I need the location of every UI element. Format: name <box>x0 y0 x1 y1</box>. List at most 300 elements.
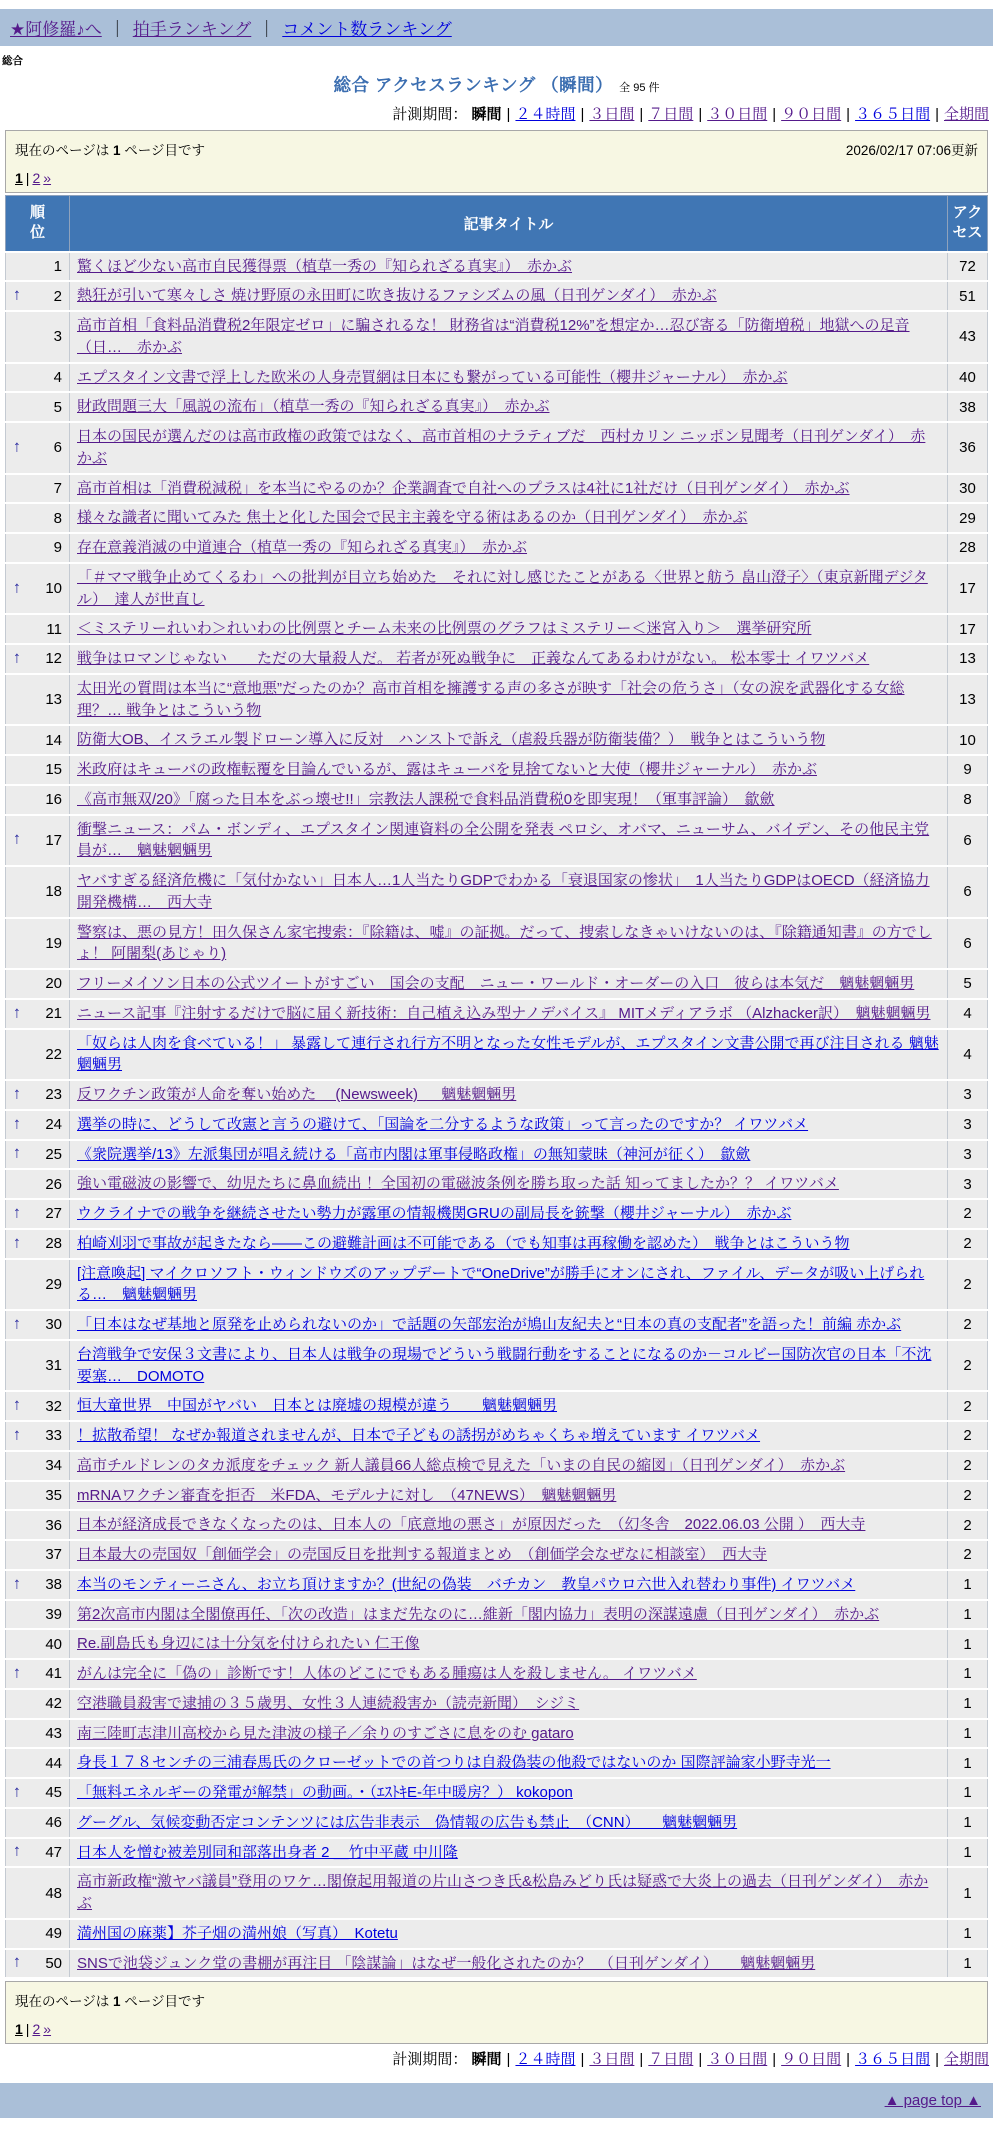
title-cell <box>70 866 948 918</box>
article-link[interactable]: 戦争はロマンじゃない ただの大量殺人だ。 若者が死ぬ戦争に 正義なんてあるわけがない。 松本零士 イワツバメ <box>77 650 870 667</box>
article-link[interactable]: 存在意義消滅の中道連合（植草一秀の『知られざる真実』） 赤かぶ <box>77 539 528 556</box>
rank-number: 47 <box>45 1843 62 1861</box>
rank-cell <box>6 1570 70 1600</box>
period-separator: | <box>639 106 644 123</box>
table-row <box>6 1838 988 1868</box>
rank-number: 7 <box>53 479 62 497</box>
table-row <box>6 281 988 311</box>
rank-up-icon: ↑ <box>13 1204 21 1222</box>
rank-number: 9 <box>53 539 62 557</box>
rank-cell <box>6 755 70 785</box>
rank-cell <box>6 1481 70 1511</box>
period-link[interactable]: ２４時間 <box>515 106 576 123</box>
rank-number: 11 <box>46 620 62 638</box>
rank-cell <box>6 614 70 644</box>
access-count: 6 <box>948 918 988 970</box>
article-link[interactable]: 第2次高市内閣は全閣僚再任、「次の改造」はまだ先なのに…維新「閣内協力」表明の深謀遠慮（日刊ゲンダイ） 赤かぶ <box>77 1605 880 1623</box>
access-count: 38 <box>948 392 988 422</box>
rank-cell <box>6 1140 70 1170</box>
period-link[interactable]: ９０日間 <box>781 2051 842 2069</box>
title-cell <box>70 503 948 533</box>
access-count: 10 <box>948 725 988 755</box>
period-link[interactable]: 全期間 <box>943 2051 989 2069</box>
title-cell <box>70 1748 948 1778</box>
title-cell <box>70 644 948 674</box>
access-count: 1 <box>948 1808 988 1838</box>
title-cell <box>70 969 948 999</box>
rank-number: 5 <box>53 398 62 416</box>
access-count: 72 <box>948 252 988 282</box>
access-count: 9 <box>948 755 988 785</box>
site-nav-link[interactable]: コメント数ランキング <box>282 20 452 39</box>
table-row <box>6 533 988 563</box>
page-top-link[interactable]: ▲ page top ▲ <box>884 2092 981 2110</box>
title-cell <box>70 1659 948 1689</box>
access-count: 1 <box>948 1659 988 1689</box>
title-cell <box>70 815 948 867</box>
rank-number: 14 <box>45 731 62 749</box>
rank-number: 36 <box>45 1516 62 1534</box>
title-cell <box>70 1570 948 1600</box>
period-link[interactable]: ３０日間 <box>707 106 768 123</box>
title-cell <box>70 281 948 311</box>
access-count: 17 <box>948 614 988 644</box>
period-nav-label: 計測期間： <box>392 106 468 123</box>
article-link[interactable]: Re.副島氏も身辺には十分気を付けられたい 仁王像 <box>77 1635 420 1653</box>
rank-up-icon: ↑ <box>13 1426 21 1444</box>
access-count: 29 <box>948 503 988 533</box>
table-row <box>6 1510 988 1540</box>
period-separator: | <box>846 2051 851 2069</box>
rank-cell <box>6 563 70 615</box>
table-row <box>6 1719 988 1749</box>
rank-up-icon: ↑ <box>13 286 21 304</box>
article-link[interactable]: 警察は、悪の見方！田久保さん家宅捜索：『除籍は、嘘』の証拠。だって、捜索しなきゃいけないのは、『除籍通知書』の方でしょ！ 阿闍梨(あじゃり) <box>77 923 932 963</box>
access-count: 3 <box>948 1110 988 1140</box>
access-count: 1 <box>948 1570 988 1600</box>
access-count: 28 <box>948 533 988 563</box>
rank-number: 32 <box>45 1397 62 1415</box>
col-header-rank: 順位 <box>6 196 70 252</box>
access-count: 3 <box>948 1169 988 1199</box>
page-links <box>15 170 978 186</box>
access-count: 13 <box>948 674 988 726</box>
period-link[interactable]: ３０日間 <box>707 2051 768 2069</box>
rank-number: 43 <box>45 1724 62 1742</box>
article-link[interactable]: ウクライナでの戦争を継続させたい勢力が露軍の情報機関GRUの副局長を銃撃（櫻井ジャーナル） 赤かぶ <box>77 1205 792 1222</box>
rank-cell <box>6 252 70 282</box>
period-link[interactable]: ３日間 <box>589 2051 635 2069</box>
table-row <box>6 1481 988 1511</box>
article-link[interactable]: 高市チルドレンのタカ派度をチェック 新人議員66人総点検で見えた「いまの自民の縮図」（日刊ゲンダイ） 赤かぶ <box>77 1456 846 1474</box>
rank-cell <box>6 969 70 999</box>
rank-cell <box>6 1659 70 1689</box>
article-link[interactable]: 反ワクチン政策が人命を奪い始めた (Newsweek) 魑魅魍魎男 <box>77 1086 517 1103</box>
rank-cell <box>6 1510 70 1540</box>
article-link[interactable]: 財政問題三大「風説の流布」（植草一秀の『知られざる真実』） 赤かぶ <box>77 398 550 416</box>
title-cell <box>70 1778 948 1808</box>
article-link[interactable]: 満州国の麻薬】芥子畑の満州娘（写真） Kotetu <box>77 1924 398 1942</box>
article-link[interactable]: フリーメイソン日本の公式ツイートがすごい 国会の支配 ニュー・ワールド・オーダーの入口 彼らは本気だ 魑魅魍魎男 <box>77 975 915 992</box>
rank-up-icon: ↑ <box>13 1315 21 1333</box>
title-cell <box>70 1229 948 1259</box>
current-page-number: 1 <box>113 143 121 158</box>
title-cell <box>70 1719 948 1749</box>
rank-cell <box>6 503 70 533</box>
rank-cell <box>6 1391 70 1421</box>
rank-up-icon: ↑ <box>13 1783 21 1801</box>
access-count: 2 <box>948 1340 988 1392</box>
rank-number: 8 <box>53 509 62 527</box>
period-link[interactable]: ９０日間 <box>781 106 842 123</box>
rank-cell <box>6 1340 70 1392</box>
period-link[interactable]: ３６５日間 <box>855 106 931 123</box>
article-link[interactable]: SNSで池袋ジュンク堂の書棚が再注目 「陰謀論」はなぜ一般化されたのか？ （日刊ゲンダイ） 魑魅魍魎男 <box>77 1954 816 1972</box>
rank-up-icon: ↑ <box>13 1575 21 1593</box>
article-link[interactable]: 日本人を憎む被差別同和部落出身者 2 ＿竹中平蔵 中川隆 <box>77 1843 458 1861</box>
article-link[interactable]: mRNAワクチン審査を拒否 米FDA、モデルナに対し （47NEWS） 魑魅魍魎男 <box>77 1486 617 1504</box>
title-cell <box>70 1169 948 1199</box>
period-separator: | <box>846 106 851 123</box>
article-link[interactable]: [注意喚起] マイクロソフト・ウィンドウズのアップデートで“OneDrive”が勝手にオンにされ、ファイル、データが吸い上げられる… 魑魅魍魎男 <box>77 1264 925 1304</box>
access-count: 1 <box>948 1919 988 1949</box>
period-link[interactable]: ３６５日間 <box>855 2051 931 2069</box>
table-row <box>6 474 988 504</box>
article-link[interactable]: ニュース記事『注射するだけで脳に届く新技術：自己植え込み型ナノデバイス』 MITメディアラボ （Alzhacker訳） 魑魅魍魎男 <box>77 1004 931 1022</box>
access-count: 1 <box>948 1689 988 1719</box>
article-link[interactable]: ＜ミステリーれいわ＞れいわの比例票とチーム未来の比例票のグラフはミステリー＜迷宮入り＞ 選挙研究所 <box>77 620 812 638</box>
title-cell <box>70 474 948 504</box>
access-count: 1 <box>948 1949 988 1979</box>
rank-number: 40 <box>45 1635 62 1653</box>
table-row <box>6 1570 988 1600</box>
category-label: 総合 <box>2 55 23 67</box>
table-row <box>6 725 988 755</box>
period-current: 瞬間 <box>471 2051 502 2069</box>
article-link[interactable]: 台湾戦争で安保３文書により、日本人は戦争の現場でどういう戦闘行動をすることになるのか－コルビー国防次官の日本「不沈要塞… DOMOTO <box>77 1345 932 1385</box>
rank-cell <box>6 1778 70 1808</box>
table-row <box>6 392 988 422</box>
page-link[interactable]: 2 <box>32 2021 41 2038</box>
access-count: 3 <box>948 1080 988 1110</box>
period-link[interactable]: ７日間 <box>648 106 694 123</box>
access-count: 1 <box>948 1629 988 1659</box>
page-header <box>0 72 993 97</box>
rank-cell <box>6 1838 70 1868</box>
access-count: 2 <box>948 1259 988 1311</box>
pagination-box-bottom <box>5 1981 988 2044</box>
article-link[interactable]: 《高市無双/20》「腐った日本をぶっ壊せ!!」宗教法人課税で食料品消費税0を即実現！（軍事評論） 歙歛 <box>77 790 775 808</box>
article-link[interactable]: 空港職員殺害で逮捕の３５歳男、女性３人連続殺害か（読売新聞） シジミ <box>77 1694 580 1712</box>
rank-up-icon: ↑ <box>13 830 21 848</box>
site-nav-link[interactable]: ★阿修羅♪へ <box>10 20 102 39</box>
article-link[interactable]: 「奴らは人肉を食べている！」 暴露して連行され行方不明となった女性モデルが、エプスタイン文書公開で再び注目される 魑魅魍魎男 <box>77 1034 939 1074</box>
access-count: 2 <box>948 1199 988 1229</box>
nav-separator: ｜ <box>108 20 126 39</box>
article-link[interactable]: エプスタイン文書で浮上した欧米の人身売買網は日本にも繋がっている可能性（櫻井ジャーナル） 赤かぶ <box>77 368 788 386</box>
period-separator: | <box>772 2051 777 2069</box>
page-links <box>15 2021 978 2037</box>
period-nav-label: 計測期間： <box>392 2051 468 2069</box>
table-row <box>6 1451 988 1481</box>
rank-up-icon: ↑ <box>13 438 21 456</box>
article-link[interactable]: がんは完全に「偽の」診断です！人体のどこにでもある腫瘍は人を殺しません。 イワツバメ <box>77 1665 697 1682</box>
table-row <box>6 1748 988 1778</box>
table-row <box>6 311 988 363</box>
period-separator: | <box>772 106 777 123</box>
article-link[interactable]: 衝撃ニュース：パム・ボンディ、エプスタイン関連資料の全公開を発表 ペロシ、オバマ、ニューサム、バイデン、その他民主党員が… 魑魅魍魎男 <box>77 820 930 860</box>
current-page-text: 現在のページは 1 ページ目です <box>15 1994 206 2010</box>
rank-number: 24 <box>45 1116 62 1134</box>
article-link[interactable]: 「無料エネルギーの発電が解禁」の動画。・（ｴｽﾄｷE-年中暖房？） kokopon <box>77 1784 573 1801</box>
rank-number: 10 <box>45 580 62 597</box>
rank-cell <box>6 674 70 726</box>
title-cell <box>70 1340 948 1392</box>
rank-number: 30 <box>45 1316 62 1334</box>
period-link[interactable]: ３日間 <box>589 106 635 123</box>
access-count: 13 <box>948 644 988 674</box>
table-row <box>6 252 988 282</box>
rank-number: 45 <box>45 1784 62 1802</box>
title-cell <box>70 1600 948 1630</box>
period-separator: | <box>935 2051 939 2069</box>
period-link[interactable]: ２４時間 <box>515 2051 576 2069</box>
period-link[interactable]: 全期間 <box>943 106 989 123</box>
table-row <box>6 1310 988 1340</box>
access-count: 3 <box>948 1140 988 1170</box>
rank-cell <box>6 422 70 474</box>
period-separator: | <box>639 2051 644 2069</box>
title-cell <box>70 422 948 474</box>
access-count: 2 <box>948 1229 988 1259</box>
page-link-current[interactable]: 1 <box>15 2021 23 2038</box>
article-link[interactable]: 本当のモンティーニさん、お立ち頂けますか？(世紀の偽装 バチカン 教皇パウロ六世入れ替わり事件) イワツバメ <box>77 1575 856 1593</box>
rank-number: 49 <box>45 1925 62 1943</box>
period-separator: | <box>935 106 939 123</box>
access-count: 6 <box>948 815 988 867</box>
rank-up-icon: ↑ <box>13 1396 21 1414</box>
rank-cell <box>6 1080 70 1110</box>
rank-up-icon: ↑ <box>13 1954 21 1972</box>
access-count: 2 <box>948 1540 988 1570</box>
article-link[interactable]: 防衛大OB、イスラエル製ドローン導入に反対 ハンストで訴え（虐殺兵器が防衛装備？） 戦争とはこういう物 <box>77 731 826 749</box>
table-row <box>6 1229 988 1259</box>
footer-spacer <box>0 2118 993 2144</box>
site-nav-link[interactable]: 拍手ランキング <box>132 20 252 39</box>
page-link-current[interactable]: 1 <box>15 170 23 186</box>
rank-cell <box>6 1259 70 1311</box>
page-link[interactable]: 2 <box>32 170 41 186</box>
period-current: 瞬間 <box>471 106 502 123</box>
period-nav <box>0 103 989 124</box>
rank-up-icon: ↑ <box>13 649 21 667</box>
period-link[interactable]: ７日間 <box>648 2051 694 2069</box>
rank-number: 19 <box>45 934 62 952</box>
rank-number: 35 <box>45 1486 62 1504</box>
table-row <box>6 363 988 393</box>
rank-number: 31 <box>45 1357 62 1374</box>
nav-separator: ｜ <box>258 20 276 39</box>
access-count: 2 <box>948 1310 988 1340</box>
article-link[interactable]: 強い電磁波の影響で、幼児たちに鼻血続出 ！全国初の電磁波条例を勝ち取った話 知ってましたか？？ イワツバメ <box>77 1175 839 1193</box>
rank-cell <box>6 281 70 311</box>
article-link[interactable]: グーグル、気候変動否定コンテンツには広告非表示 偽情報の広告も禁止 （CNN） 魑魅魍魎男 <box>77 1813 738 1831</box>
title-cell <box>70 999 948 1029</box>
access-count: 2 <box>948 1391 988 1421</box>
article-link[interactable]: 南三陸町志津川高校から見た津波の様子／余りのすごさに息をのむ gataro <box>77 1724 574 1742</box>
article-link[interactable]: 「日本はなぜ基地と原発を止められないのか」で話題の矢部宏治が鳩山友紀夫と“日本の真の支配者”を語った！前編 赤かぶ <box>77 1316 902 1333</box>
rank-cell <box>6 1110 70 1140</box>
rank-number: 33 <box>45 1427 62 1445</box>
title-cell <box>70 1110 948 1140</box>
rank-number: 44 <box>45 1754 62 1772</box>
access-count: 36 <box>948 422 988 474</box>
rank-cell <box>6 1229 70 1259</box>
access-count: 1 <box>948 1867 988 1919</box>
access-count: 30 <box>948 474 988 504</box>
title-cell <box>70 674 948 726</box>
title-cell <box>70 1808 948 1838</box>
page-link[interactable]: » <box>43 2021 52 2038</box>
rank-number: 21 <box>45 1005 62 1023</box>
access-count: 2 <box>948 1510 988 1540</box>
article-link[interactable]: 米政府はキューバの政権転覆を目論んでいるが、露はキューバを見捨てないと大使（櫻井ジャーナル） 赤かぶ <box>77 761 817 778</box>
title-cell <box>70 614 948 644</box>
rank-cell <box>6 474 70 504</box>
table-row <box>6 674 988 726</box>
rank-cell <box>6 1199 70 1229</box>
table-row <box>6 1340 988 1392</box>
page-top-bar <box>0 2083 993 2118</box>
article-link[interactable]: 「＃ママ戦争止めてくるわ」への批判が目立ち始めた それに対し感じたことがある〈世界と舫う 畠山澄子〉（東京新聞デジタル） 達人が世直し <box>77 568 928 608</box>
article-link[interactable]: 様々な識者に聞いてみた 焦土と化した国会で民主主義を守る術はあるのか（日刊ゲンダイ） 赤かぶ <box>77 509 748 527</box>
title-cell <box>70 1199 948 1229</box>
article-link[interactable]: 高市首相は「消費税減税」を本当にやるのか？企業調査で自社へのプラスは4社に1社だけ（日刊ゲンダイ） 赤かぶ <box>77 479 850 497</box>
rank-up-icon: ↑ <box>13 1234 21 1252</box>
article-link[interactable]: 驚くほど少ない高市自民獲得票（植草一秀の『知られざる真実』） 赤かぶ <box>77 257 573 275</box>
article-link[interactable]: 恒大童世界 中国がヤバい 日本とは廃墟の規模が違う 魑魅魍魎男 <box>77 1397 558 1415</box>
access-count: 17 <box>948 563 988 615</box>
site-nav-bar <box>0 9 993 46</box>
col-header-title: 記事タイトル <box>70 196 948 252</box>
rank-number: 25 <box>45 1145 62 1163</box>
table-row <box>6 969 988 999</box>
rank-number: 13 <box>45 691 62 708</box>
rank-cell <box>6 311 70 363</box>
title-cell <box>70 252 948 282</box>
rank-number: 6 <box>53 439 62 457</box>
rank-cell <box>6 1689 70 1719</box>
rank-cell <box>6 785 70 815</box>
rank-cell <box>6 999 70 1029</box>
rank-cell <box>6 1719 70 1749</box>
rank-number: 37 <box>45 1546 62 1564</box>
article-link[interactable]: 太田光の質問は本当に“意地悪”だったのか？高市首相を擁護する声の多さが映す「社会の危うさ」（女の涙を武器化する女総理？… 戦争とはこういう物 <box>77 679 905 719</box>
title-cell <box>70 1481 948 1511</box>
access-count: 51 <box>948 281 988 311</box>
table-row <box>6 1029 988 1081</box>
table-row <box>6 1867 988 1919</box>
article-link[interactable]: 日本の国民が選んだのは高市政権の政策ではなく、高市首相のナラティブだ 西村カリン ニッポン見聞考（日刊ゲンダイ） 赤かぶ <box>77 428 926 467</box>
access-count: 6 <box>948 866 988 918</box>
article-link[interactable]: 熱狂が引いて寒々しさ 焼け野原の永田町に吹き抜けるファシズムの風（日刊ゲンダイ） 赤かぶ <box>77 287 717 305</box>
rank-cell <box>6 644 70 674</box>
rank-cell <box>6 1451 70 1481</box>
title-cell <box>70 1629 948 1659</box>
access-count: 2 <box>948 1481 988 1511</box>
table-row <box>6 1391 988 1421</box>
article-link[interactable]: 日本が経済成長できなくなったのは、日本人の「底意地の悪さ」が原因だった （幻冬舎 2022.06.03 公開 ） 西大寺 <box>77 1516 866 1534</box>
access-count: 4 <box>948 999 988 1029</box>
title-cell <box>70 1080 948 1110</box>
rank-number: 29 <box>45 1275 62 1293</box>
title-cell <box>70 785 948 815</box>
access-count: 2 <box>948 1421 988 1451</box>
page-link[interactable]: » <box>43 170 52 186</box>
table-row <box>6 1778 988 1808</box>
rank-number: 27 <box>45 1205 62 1223</box>
rank-up-icon: ↑ <box>13 1664 21 1682</box>
article-link[interactable]: 高市新政権“激ヤバ議員”登用のワケ…閣僚起用報道の片山さつき氏&松島みどり氏は疑惑で大炎上の過去（日刊ゲンダイ） 赤かぶ <box>77 1873 929 1912</box>
rank-cell <box>6 363 70 393</box>
ranking-table-body <box>6 252 988 1979</box>
current-page-text: 現在のページは 1 ページ目です <box>15 143 206 158</box>
ranking-table <box>5 195 988 1979</box>
table-row <box>6 644 988 674</box>
title-cell <box>70 1140 948 1170</box>
title-cell <box>70 725 948 755</box>
table-row <box>6 614 988 644</box>
rank-cell <box>6 1867 70 1919</box>
article-link[interactable]: ヤバすぎる経済危機に「気付かない」日本人…1人当たりGDPでわかる「衰退国家の惨状」 1人当たりGDPはOECD（経済協力開発機構… 西大寺 <box>77 872 930 911</box>
rank-number: 18 <box>45 883 62 901</box>
table-row <box>6 563 988 615</box>
period-separator: | <box>698 2051 703 2069</box>
access-count: 40 <box>948 363 988 393</box>
title-cell <box>70 1510 948 1540</box>
rank-number: 15 <box>45 761 62 779</box>
table-row <box>6 1659 988 1689</box>
article-link[interactable]: ！拡散希望！ なぜか報道されませんが、日本で子どもの誘拐がめちゃくちゃ増えています イワツバメ <box>77 1427 761 1444</box>
article-link[interactable]: 高市首相「食料品消費税2年限定ゼロ」に騙されるな！ 財務省は“消費税12%”を想定か…忍び寄る「防衛増税」地獄への足音（日… 赤かぶ <box>77 317 910 356</box>
title-cell <box>70 1867 948 1919</box>
table-row <box>6 1259 988 1311</box>
rank-up-icon: ↑ <box>13 1145 21 1163</box>
table-row <box>6 1110 988 1140</box>
rank-number: 4 <box>53 368 62 386</box>
article-link[interactable]: 《衆院選挙/13》左派集団が唱え続ける「高市内閣は軍事侵略政権」の無知蒙昧（神河が征く） 歙歛 <box>77 1145 751 1163</box>
rank-up-icon: ↑ <box>13 579 21 597</box>
rank-cell <box>6 1808 70 1838</box>
article-link[interactable]: 柏崎刈羽で事故が起きたなら――この避難計画は不可能である（でも知事は再稼働を認めた） 戦争とはこういう物 <box>77 1234 850 1252</box>
article-link[interactable]: 選挙の時に、どうして改憲と言うの避けて、「国論を二分するような政策」って言ったのですか？ イワツバメ <box>77 1115 809 1133</box>
rank-cell <box>6 866 70 918</box>
table-header-row <box>6 196 988 252</box>
article-link[interactable]: 身長１７８センチの三浦春馬氏のクローゼットでの首つりは自殺偽装の他殺ではないのか 国際評論家小野寺光一 <box>77 1754 831 1772</box>
title-cell <box>70 755 948 785</box>
rank-cell <box>6 1748 70 1778</box>
rank-cell <box>6 1029 70 1081</box>
title-cell <box>70 1949 948 1979</box>
access-count: 1 <box>948 1778 988 1808</box>
period-separator: | <box>506 2051 511 2069</box>
article-link[interactable]: 日本最大の売国奴「創価学会」の売国反日を批判する報道まとめ （創価学会なぜなに相談室） 西大寺 <box>77 1546 768 1563</box>
rank-cell <box>6 1919 70 1949</box>
title-cell <box>70 363 948 393</box>
access-count: 1 <box>948 1600 988 1630</box>
table-row <box>6 422 988 474</box>
table-row <box>6 1199 988 1229</box>
